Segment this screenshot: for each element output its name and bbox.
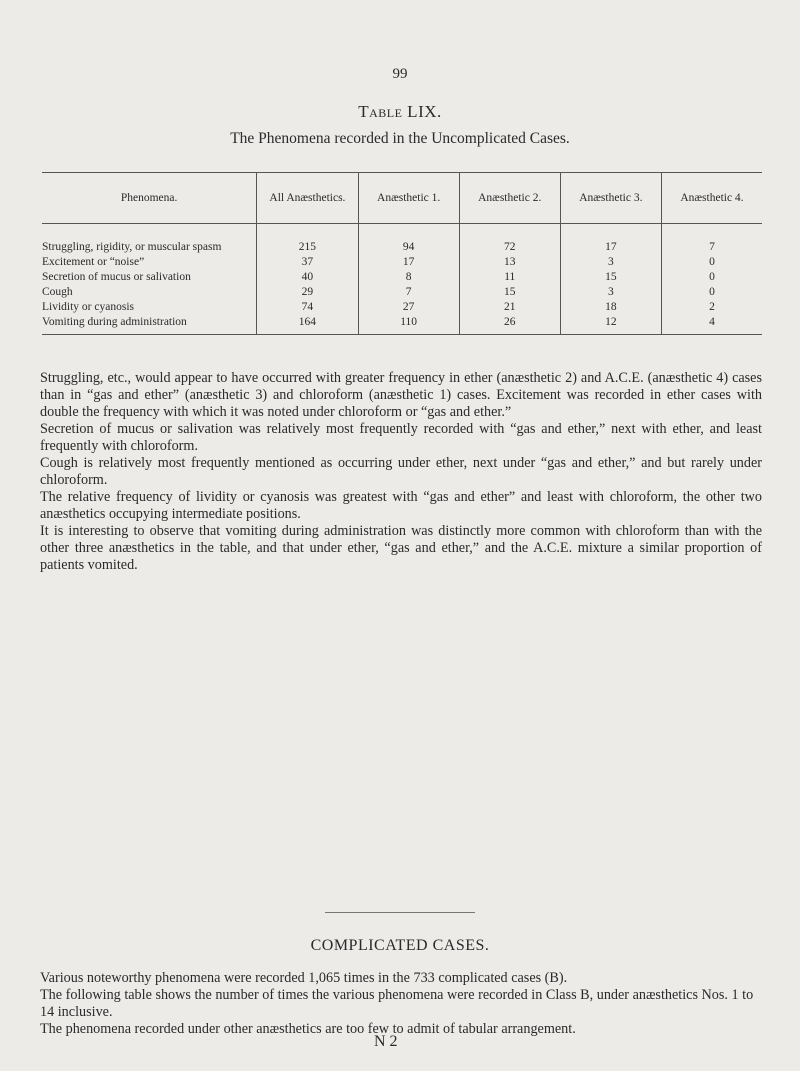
- row-label: Excitement or “noise”: [42, 255, 257, 270]
- cell-value: 40: [257, 270, 358, 285]
- paragraph: The relative frequency of lividity or cyanosis was greatest with “gas and ether” and least with chloroform, the other two anæsthetics occupying intermediate positions.: [40, 489, 762, 522]
- cell-value: 29: [257, 285, 358, 300]
- cell-value: 110: [358, 315, 459, 335]
- table-header-row: [42, 173, 762, 224]
- phenomena-table: [42, 172, 762, 335]
- cell-value: 3: [560, 285, 661, 300]
- header-all-anaesthetics: All Anæsthetics.: [257, 173, 358, 224]
- cell-value: 72: [459, 224, 560, 256]
- row-label: Cough: [42, 285, 257, 300]
- paragraph: The phenomena recorded under other anæsthetics are too few to admit of tabular arrangement.: [40, 1021, 576, 1037]
- paragraph: It is interesting to observe that vomiting during administration was distinctly more common with chloroform than with the other three anæsthetics in the table, and that under ether, “gas and ether,” and the A.C.E. mixture a similar proportion of patients vomited.: [40, 523, 762, 573]
- table-title: Table LIX.: [358, 102, 442, 121]
- cell-value: 8: [358, 270, 459, 285]
- cell-value: 17: [358, 255, 459, 270]
- cell-value: 0: [661, 285, 762, 300]
- table-subtitle: The Phenomena recorded in the Uncomplicated Cases.: [230, 130, 570, 147]
- table-row: [42, 300, 762, 315]
- table-row: [42, 224, 762, 256]
- header-anaesthetic-1: Anæsthetic 1.: [358, 173, 459, 224]
- cell-value: 215: [257, 224, 358, 256]
- cell-value: 15: [560, 270, 661, 285]
- table-row: [42, 270, 762, 285]
- cell-value: 18: [560, 300, 661, 315]
- signature-mark: N 2: [374, 1033, 398, 1050]
- table-row: [42, 255, 762, 270]
- row-label: Struggling, rigidity, or muscular spasm: [42, 224, 257, 256]
- paragraph: Struggling, etc., would appear to have occurred with greater frequency in ether (anæsthetic 2) and A.C.E. (anæsthetic 4) cases than in “gas and ether” (anæsthetic 3) and chloroform (anæsthetic 1) cases. Excitement was recorded in ether cases with double the frequency with which it was noted under chloroform or “gas and ether.”: [40, 370, 762, 420]
- header-phenomena: Phenomena.: [42, 173, 257, 224]
- cell-value: 2: [661, 300, 762, 315]
- section-text: [40, 970, 762, 1038]
- cell-value: 26: [459, 315, 560, 335]
- header-anaesthetic-2: Anæsthetic 2.: [459, 173, 560, 224]
- cell-value: 7: [358, 285, 459, 300]
- cell-value: 4: [661, 315, 762, 335]
- discussion-text: [40, 370, 762, 574]
- cell-value: 13: [459, 255, 560, 270]
- cell-value: 94: [358, 224, 459, 256]
- header-anaesthetic-4: Anæsthetic 4.: [661, 173, 762, 224]
- cell-value: 11: [459, 270, 560, 285]
- row-label: Secretion of mucus or salivation: [42, 270, 257, 285]
- table-row: [42, 315, 762, 335]
- section-divider: [325, 912, 475, 913]
- cell-value: 15: [459, 285, 560, 300]
- cell-value: 27: [358, 300, 459, 315]
- row-label: Vomiting during administration: [42, 315, 257, 335]
- cell-value: 164: [257, 315, 358, 335]
- table-row: [42, 285, 762, 300]
- section-heading: COMPLICATED CASES.: [310, 937, 490, 954]
- paragraph: Secretion of mucus or salivation was relatively most frequently recorded with “gas and ether,” next with ether, and least frequently with chloroform.: [40, 421, 762, 454]
- row-label: Lividity or cyanosis: [42, 300, 257, 315]
- cell-value: 7: [661, 224, 762, 256]
- cell-value: 17: [560, 224, 661, 256]
- cell-value: 37: [257, 255, 358, 270]
- cell-value: 74: [257, 300, 358, 315]
- page-number: 99: [392, 66, 408, 82]
- header-anaesthetic-3: Anæsthetic 3.: [560, 173, 661, 224]
- cell-value: 3: [560, 255, 661, 270]
- paragraph: Cough is relatively most frequently mentioned as occurring under ether, next under “gas and ether,” and but rarely under chloroform.: [40, 455, 762, 488]
- cell-value: 21: [459, 300, 560, 315]
- cell-value: 12: [560, 315, 661, 335]
- cell-value: 0: [661, 270, 762, 285]
- paragraph: Various noteworthy phenomena were recorded 1,065 times in the 733 complicated cases (B).: [40, 970, 568, 986]
- paragraph: The following table shows the number of times the various phenomena were recorded in Class B, under anæsthetics Nos. 1 to 14 inclusive.: [40, 987, 754, 1020]
- cell-value: 0: [661, 255, 762, 270]
